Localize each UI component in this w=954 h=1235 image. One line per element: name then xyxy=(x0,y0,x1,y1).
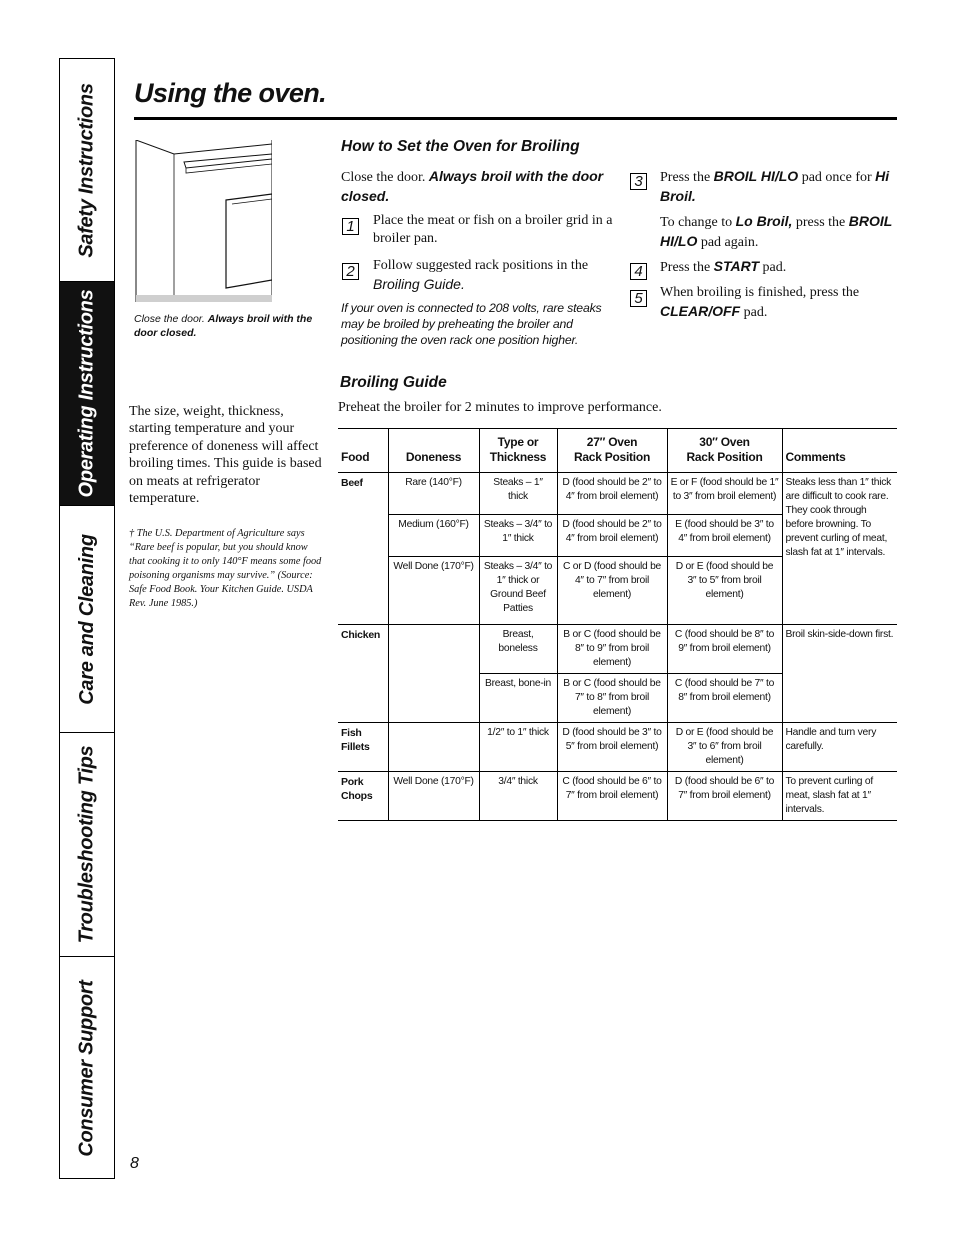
tab-troubleshooting-tips[interactable] xyxy=(60,733,114,957)
step-3-text xyxy=(660,167,897,207)
food-cell xyxy=(338,723,388,772)
rack-27-cell: C (food should be 6″ to 7″ from broil element) xyxy=(557,772,667,821)
illustration-caption xyxy=(134,312,319,340)
close-door-bold: Always broil with the door closed. xyxy=(341,168,604,204)
doneness-cell: Well Done (170°F) xyxy=(388,557,479,625)
rack-30-cell: E or F (food should be 1″ to 3″ from broil element) xyxy=(667,473,782,515)
hi-broil-label: Hi Broil. xyxy=(660,168,890,204)
doneness-cell: Well Done (170°F) xyxy=(388,772,479,821)
step-2-italic: Broiling Guide. xyxy=(373,276,465,292)
rack-30-cell: D or E (food should be 3″ to 6″ from broil element) xyxy=(667,723,782,772)
broiling-guide-heading: Broiling Guide xyxy=(340,374,447,391)
column-header-comments: Comments xyxy=(782,429,897,473)
step-number: 5 xyxy=(630,290,647,307)
tab-label: Safety Instructions xyxy=(75,82,98,258)
type-cell: 3/4″ thick xyxy=(479,772,557,821)
comments-cell: Broil skin-side-down first. xyxy=(782,625,897,723)
column-header-doneness: Doneness xyxy=(388,429,479,473)
column-header-27-oven xyxy=(557,429,667,473)
food-cell xyxy=(338,772,388,821)
rack-27-cell: D (food should be 3″ to 5″ from broil element) xyxy=(557,723,667,772)
food-cell: Chicken xyxy=(338,625,388,723)
step-3-text-a: Press the xyxy=(660,170,714,185)
type-cell: Breast, boneless xyxy=(479,625,557,674)
caption-bold-text: Always broil with the door closed. xyxy=(134,313,313,339)
food-cell: Beef xyxy=(338,473,388,625)
type-cell: Steaks – 3/4″ to 1″ thick xyxy=(479,515,557,557)
step-5-text-a: When broiling is finished, press the xyxy=(660,285,860,300)
table-row xyxy=(338,625,897,674)
broil-hilo-pad-name: BROIL HI/LO xyxy=(713,168,799,184)
header-line: 27″ Oven xyxy=(586,435,638,449)
tab-operating-instructions[interactable] xyxy=(60,282,114,506)
close-door-instruction xyxy=(341,167,616,207)
doneness-cell xyxy=(388,723,479,772)
step-2-plain: Follow suggested rack positions in the xyxy=(373,258,589,273)
rack-30-cell: D (food should be 6″ to 7″ from broil element) xyxy=(667,772,782,821)
tab-label: Consumer Support xyxy=(75,979,98,1157)
food-line: Fish xyxy=(341,727,362,739)
rack-27-cell: D (food should be 2″ to 4″ from broil element) xyxy=(557,515,667,557)
column-header-30-oven xyxy=(667,429,782,473)
usda-footnote: † The U.S. Department of Agriculture says “Rare beef is popular, but you should know that cooking it to only 140°F means some food poisoning organisms may survive.” (Source: Safe Food Book. Your Kitchen Guide. USDA Rev. June 1985.) xyxy=(129,528,322,609)
header-line: Type or xyxy=(497,435,539,449)
step-number: 4 xyxy=(630,263,647,280)
type-cell: 1/2″ to 1″ thick xyxy=(479,723,557,772)
food-line: Pork xyxy=(341,776,364,788)
rack-30-cell: E (food should be 3″ to 4″ from broil element) xyxy=(667,515,782,557)
tab-label: Care and Cleaning xyxy=(75,533,98,705)
tab-safety-instructions[interactable] xyxy=(60,59,114,282)
page-title: Using the oven. xyxy=(134,78,327,108)
step-number: 3 xyxy=(630,173,647,190)
step-4-text xyxy=(660,257,897,277)
tab-label: Operating Instructions xyxy=(75,289,98,498)
step-2-text xyxy=(373,257,613,295)
header-line: Rack Position xyxy=(686,450,763,464)
section-tabs xyxy=(59,58,115,1179)
intro-paragraph: The size, weight, thickness, starting temperature and your preference of doneness will affect broiling times. This guide is based on meats at refrigerator temperature. xyxy=(129,404,322,507)
208-volts-note: If your oven is connected to 208 volts, rare steaks may be broiled by preheating the broiler and positioning the oven rack one position higher. xyxy=(341,301,602,347)
caption-text: Close the door. xyxy=(134,313,208,325)
lo-broil-text-e: pad again. xyxy=(697,235,759,250)
lo-broil-text-a: To change to xyxy=(660,215,736,230)
table-row xyxy=(338,723,897,772)
column-header-food: Food xyxy=(338,429,388,473)
start-pad-name: START xyxy=(713,258,760,274)
rack-30-cell: C (food should be 8″ to 9″ from broil element) xyxy=(667,625,782,674)
step-5-text-c: pad. xyxy=(740,305,768,320)
close-door-text: Close the door. xyxy=(341,170,429,185)
broiling-guide-table xyxy=(338,428,897,821)
comments-cell: Handle and turn very carefully. xyxy=(782,723,897,772)
header-line: 30″ Oven xyxy=(699,435,750,449)
page-number: 8 xyxy=(130,1155,139,1172)
lo-broil-label: Lo Broil, xyxy=(735,213,793,229)
broil-hilo-pad-name: BROIL HI/LO xyxy=(660,213,893,249)
lo-broil-text-c: press the xyxy=(792,215,849,230)
step-4-text-c: pad. xyxy=(759,260,787,275)
food-line: Chops xyxy=(341,790,373,802)
step-5-text xyxy=(660,284,897,322)
preheat-note: Preheat the broiler for 2 minutes to improve performance. xyxy=(338,400,662,415)
broiling-howto-heading: How to Set the Oven for Broiling xyxy=(341,138,580,155)
doneness-cell: Rare (140°F) xyxy=(388,473,479,515)
clear-off-pad-name: CLEAR/OFF xyxy=(660,303,741,319)
table-row xyxy=(338,772,897,821)
step-4-text-a: Press the xyxy=(660,260,714,275)
type-cell: Breast, bone-in xyxy=(479,674,557,723)
step-number: 2 xyxy=(342,263,359,280)
tab-consumer-support[interactable] xyxy=(60,957,114,1179)
rack-27-cell: C or D (food should be 4″ to 7″ from broil element) xyxy=(557,557,667,625)
comments-cell: To prevent curling of meat, slash fat at 1″ intervals. xyxy=(782,772,897,821)
step-1-text: Place the meat or fish on a broiler grid in a broiler pan. xyxy=(373,213,613,246)
oven-door-illustration xyxy=(134,140,272,302)
header-line: Thickness xyxy=(489,450,547,464)
tab-care-and-cleaning[interactable] xyxy=(60,506,114,733)
header-line: Rack Position xyxy=(573,450,651,464)
doneness-cell: Medium (160°F) xyxy=(388,515,479,557)
table-header-row xyxy=(338,429,897,473)
table-row xyxy=(338,473,897,515)
step-number: 1 xyxy=(342,218,359,235)
food-line: Fillets xyxy=(341,741,370,753)
step-3-text-c: pad once for xyxy=(798,170,876,185)
rack-30-cell: D or E (food should be 3″ to 5″ from broil element) xyxy=(667,557,782,625)
tab-label: Troubleshooting Tips xyxy=(75,745,98,944)
doneness-cell xyxy=(388,625,479,723)
comments-cell: Steaks less than 1″ thick are difficult to cook rare. They cook through before browning. To prevent curling of meat, slash fat at 1″ intervals. xyxy=(782,473,897,625)
type-cell: Steaks – 3/4″ to 1″ thick or Ground Beef Patties xyxy=(479,557,557,625)
title-rule xyxy=(134,117,897,120)
rack-30-cell: C (food should be 7″ to 8″ from broil element) xyxy=(667,674,782,723)
rack-27-cell: B or C (food should be 8″ to 9″ from broil element) xyxy=(557,625,667,674)
rack-27-cell: D (food should be 2″ to 4″ from broil element) xyxy=(557,473,667,515)
rack-27-cell: B or C (food should be 7″ to 8″ from broil element) xyxy=(557,674,667,723)
type-cell: Steaks – 1″ thick xyxy=(479,473,557,515)
lo-broil-instruction xyxy=(660,212,897,252)
column-header-type xyxy=(479,429,557,473)
